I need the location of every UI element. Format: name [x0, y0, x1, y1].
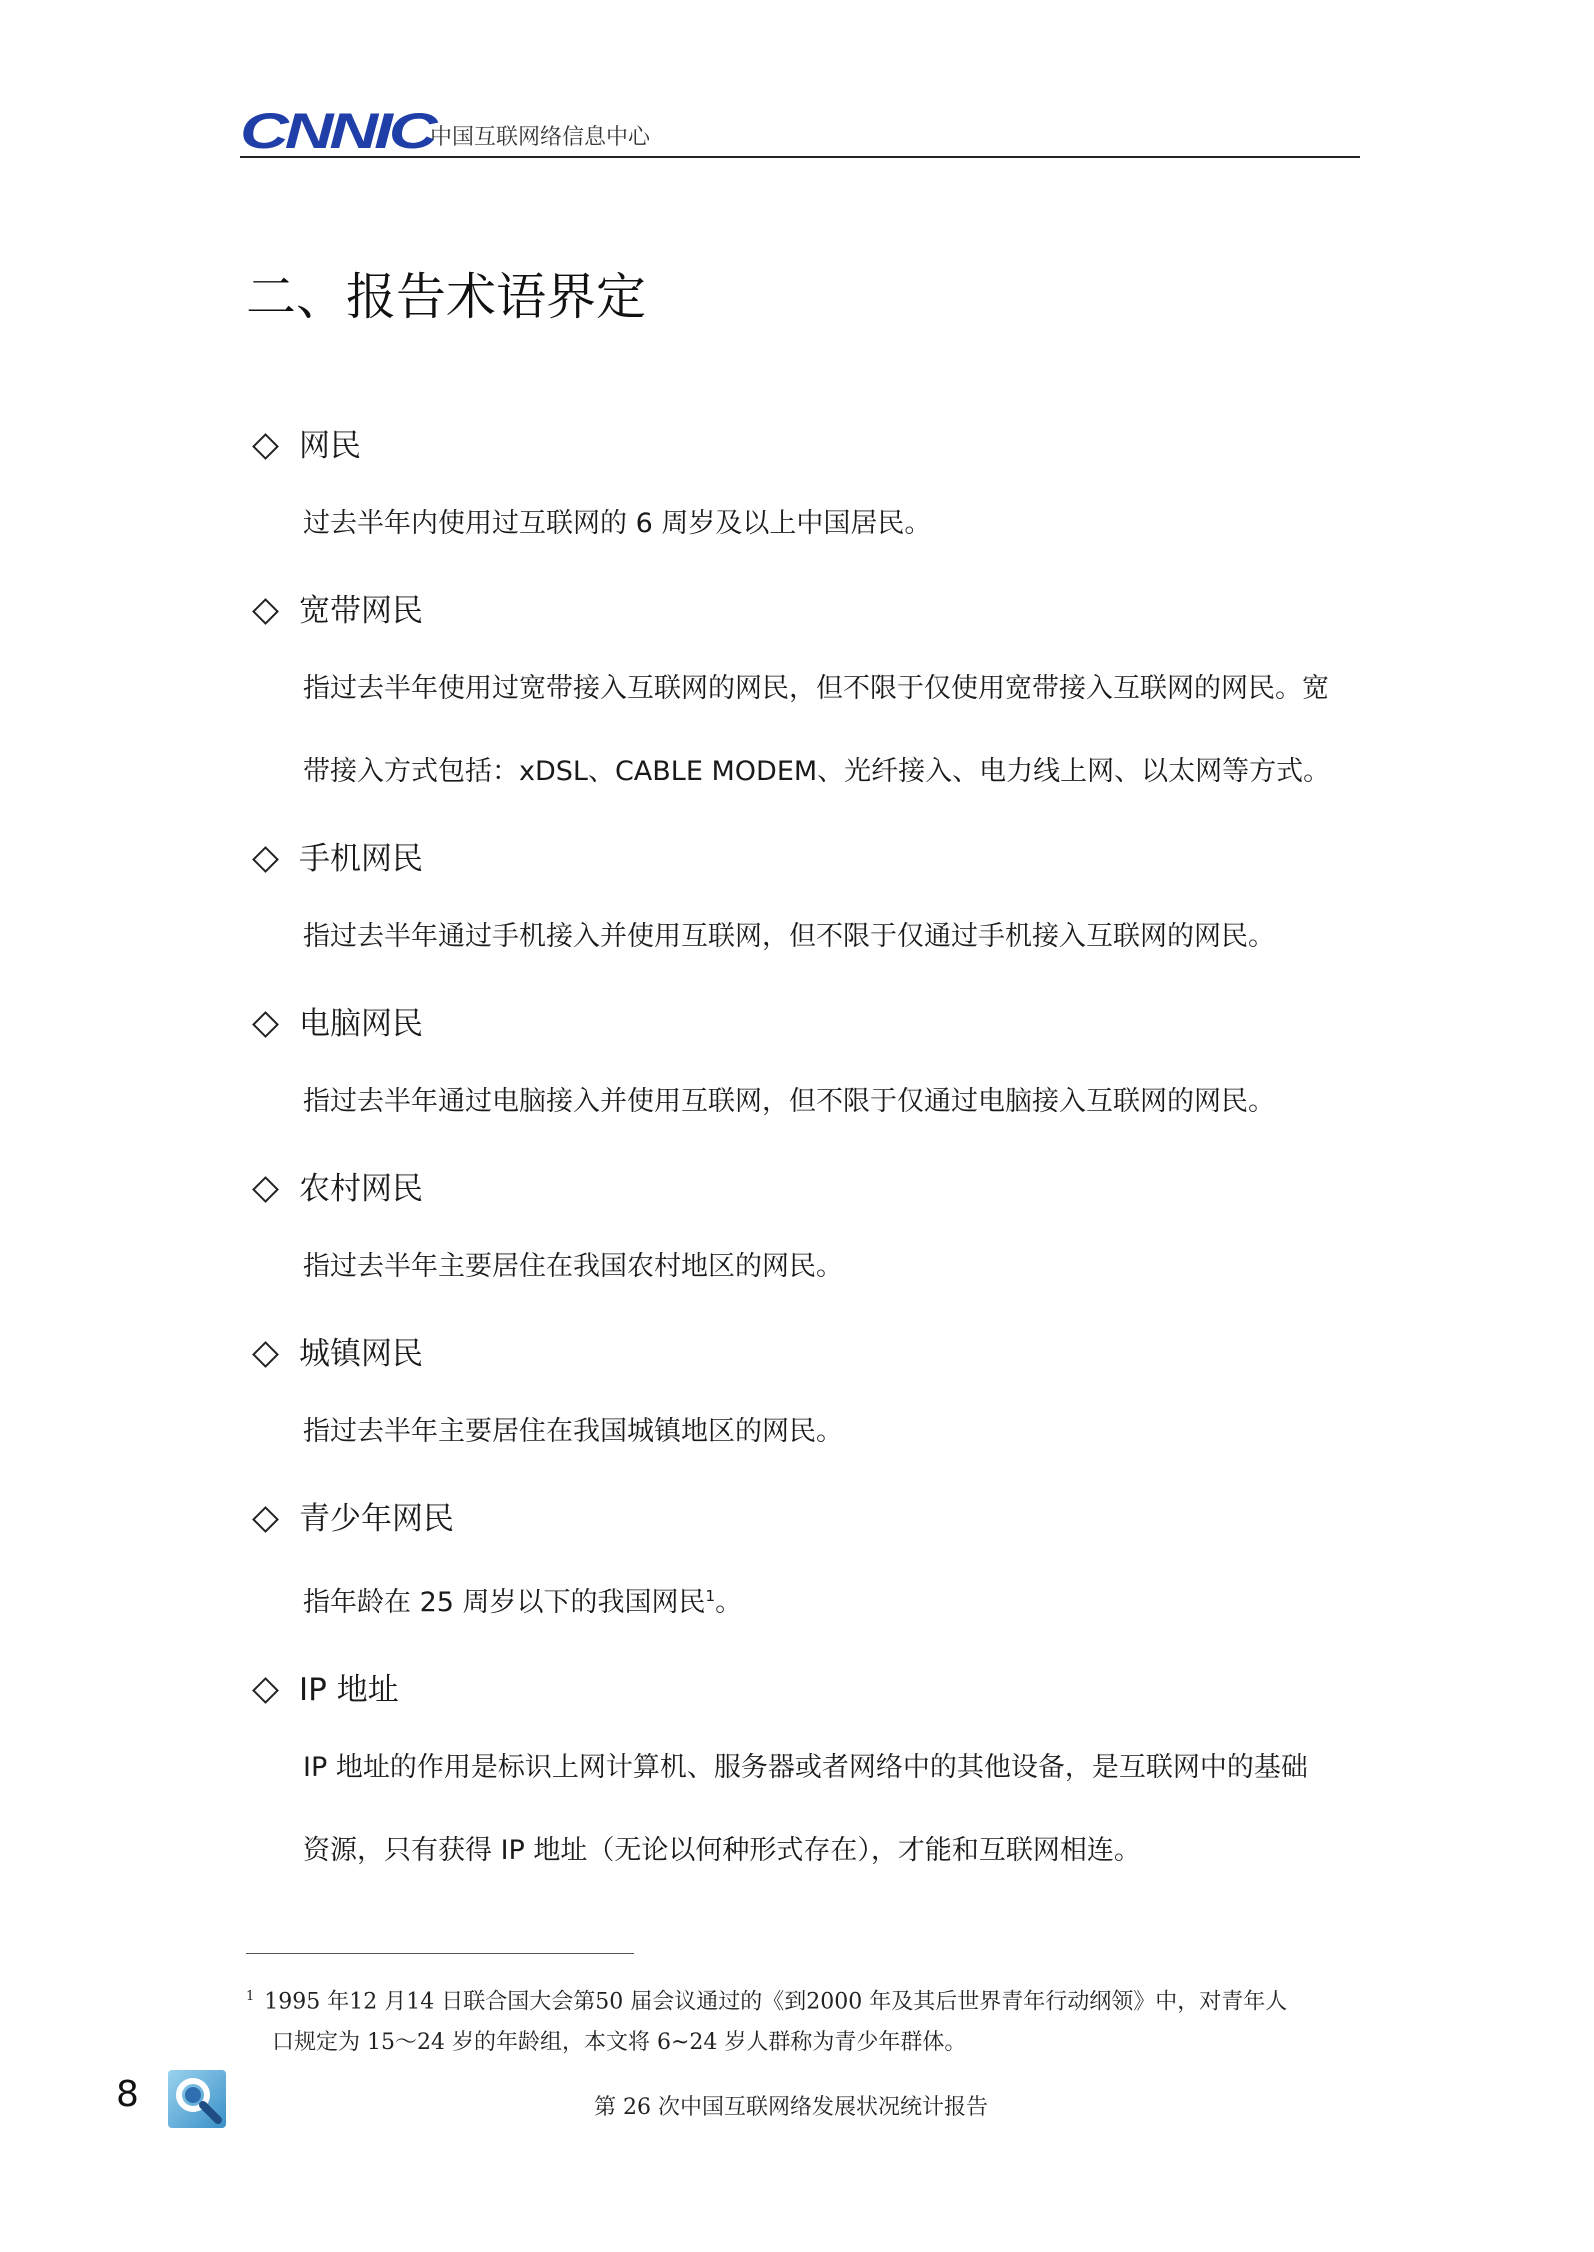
definition-line [303, 1555, 1360, 1644]
footnote [246, 1976, 1361, 2063]
definition-line: 指过去半年主要居住在我国城镇地区的网民。 [303, 1416, 843, 1447]
term-heading [250, 823, 1360, 895]
definition-line: 过去半年内使用过互联网的 6 周岁及以上中国居民。 [303, 508, 932, 539]
term-heading-label: 手机网民 [299, 841, 423, 877]
diamond-bullet-icon [252, 598, 279, 625]
footer-report-title: 第 26 次中国互联网络发展状况统计报告 [594, 2095, 988, 2120]
term-heading [250, 1318, 1360, 1390]
definition-line: 指过去半年使用过宽带接入互联网的网民，但不限于仅使用宽带接入互联网的网民。宽 [303, 673, 1329, 704]
definition-line: IP 地址的作用是标识上网计算机、服务器或者网络中的其他设备，是互联网中的基础 [303, 1752, 1308, 1783]
footnote-mark: 1 [246, 1989, 255, 2004]
diamond-bullet-icon [252, 846, 279, 873]
term-heading-label: 电脑网民 [299, 1006, 423, 1042]
term-heading-label: 青少年网民 [299, 1501, 454, 1537]
diamond-bullet-icon [252, 1506, 279, 1533]
term-heading [250, 1153, 1360, 1225]
diamond-bullet-icon [252, 1677, 279, 1704]
footnote-reference[interactable]: 1 [705, 1587, 716, 1605]
term-heading [250, 1654, 1360, 1726]
diamond-bullet-icon [252, 1176, 279, 1203]
term-item [250, 410, 1360, 575]
term-heading-label: 宽带网民 [299, 593, 423, 629]
term-item [250, 1654, 1360, 1902]
terms-list [250, 410, 1360, 1902]
term-definition [303, 1225, 1360, 1318]
term-heading-label: 城镇网民 [299, 1336, 423, 1372]
definition-text-end: 。 [715, 1587, 743, 1618]
term-item [250, 1153, 1360, 1318]
term-heading [250, 410, 1360, 482]
definition-line: 资源，只有获得 IP 地址（无论以何种形式存在），才能和互联网相连。 [303, 1835, 1141, 1866]
section-title: 二、报告术语界定 [246, 268, 646, 326]
definition-line: 指过去半年主要居住在我国农村地区的网民。 [303, 1251, 843, 1282]
term-heading-label: 网民 [299, 428, 361, 464]
definition-line: 带接入方式包括：xDSL、CABLE MODEM、光纤接入、电力线上网、以太网等方式。 [303, 756, 1331, 787]
term-item [250, 988, 1360, 1153]
footnote-text: 1995 年12 月14 日联合国大会第50 届会议通过的《到2000 年及其后世界青年行动纲领》中，对青年人 [264, 1989, 1288, 2015]
magnifier-logo-icon [168, 2070, 226, 2128]
term-definition [303, 482, 1360, 575]
term-item [250, 575, 1360, 823]
page-header [240, 103, 1360, 159]
diamond-bullet-icon [252, 1341, 279, 1368]
term-heading-label: IP 地址 [299, 1672, 399, 1708]
cnnic-logo: CNNIC [240, 103, 434, 159]
footnote-divider [246, 1953, 634, 1954]
org-name: 中国互联网络信息中心 [430, 125, 651, 150]
term-heading-label: 农村网民 [299, 1171, 423, 1207]
term-definition [303, 647, 1360, 823]
term-heading [250, 575, 1360, 647]
diamond-bullet-icon [252, 433, 279, 460]
term-definition [303, 1390, 1360, 1483]
footnote-line [246, 1976, 1361, 2022]
term-definition [303, 895, 1360, 988]
footnote-line: 口规定为 15～24 岁的年龄组，本文将 6~24 岁人群称为青少年群体。 [272, 2030, 967, 2056]
definition-line: 指过去半年通过电脑接入并使用互联网，但不限于仅通过电脑接入互联网的网民。 [303, 1086, 1275, 1117]
term-heading [250, 988, 1360, 1060]
term-heading [250, 1483, 1360, 1555]
term-item [250, 823, 1360, 988]
definition-text: 指年龄在 25 周岁以下的我国网民 [303, 1587, 706, 1618]
term-definition [303, 1555, 1360, 1654]
term-item [250, 1483, 1360, 1654]
diamond-bullet-icon [252, 1011, 279, 1038]
term-definition [303, 1726, 1360, 1902]
term-item [250, 1318, 1360, 1483]
page-number: 8 [116, 2074, 139, 2115]
definition-line: 指过去半年通过手机接入并使用互联网，但不限于仅通过手机接入互联网的网民。 [303, 921, 1275, 952]
term-definition [303, 1060, 1360, 1153]
